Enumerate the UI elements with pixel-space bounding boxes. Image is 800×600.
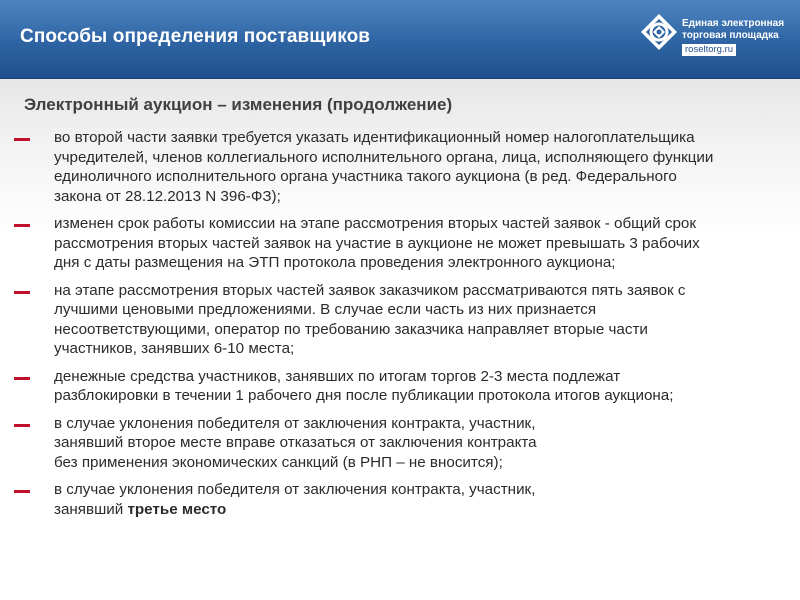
bullet-line: разблокировки в течении 1 рабочего дня после публикации протокола итогов аукциона; — [54, 387, 674, 404]
bullet-item — [14, 281, 794, 359]
bullet-item — [14, 480, 794, 519]
bullet-line: в случае уклонения победителя от заключения контракта, участник, — [54, 414, 536, 432]
bullet-line: учредителей, членов коллегиального исполнительного органа, лица, исполняющего функции — [54, 148, 714, 166]
bullet-line: несоответствующими, оператор по требованию заказчика направляет вторые части — [54, 320, 648, 338]
bullet-line — [54, 500, 794, 520]
bullet-item — [14, 214, 794, 273]
brand-url[interactable]: roseltorg.ru — [682, 44, 736, 56]
bullet-line: рассмотрения вторых частей заявок на участие в аукционе не может превышать 3 рабочих — [54, 234, 700, 252]
bullet-item — [14, 128, 794, 206]
brand-name-line1: Единая электронная — [682, 18, 785, 29]
bullet-line: на этапе рассмотрения вторых частей заявок заказчиком рассматриваются пять заявок с — [54, 281, 686, 299]
brand-name-line2: торговая площадка — [682, 30, 779, 41]
bullet-line: закона от 28.12.2013 N 396-ФЗ); — [54, 187, 281, 205]
bullet-dash-icon — [14, 224, 30, 227]
bullet-text-emphasis: третье место — [127, 500, 227, 518]
bullet-line: занявший второе месте вправе отказаться от заключения контракта — [54, 434, 537, 451]
bullet-line: денежные средства участников, занявших по итогам торгов 2-3 места подлежат — [54, 367, 621, 385]
bullet-list — [14, 128, 794, 527]
bullet-line: единоличного исполнительного органа участника такого аукциона (в ред. Федерального — [54, 168, 677, 185]
brand-block[interactable] — [640, 11, 790, 61]
bullet-line: в случае уклонения победителя от заключения контракта, участник, — [54, 481, 536, 498]
roseltorg-logo-icon — [640, 13, 678, 51]
bullet-line: дня с даты размещения на ЭТП протокола проведения электронного аукциона; — [54, 254, 616, 271]
bullet-item — [14, 414, 794, 473]
bullet-dash-icon — [14, 138, 30, 141]
bullet-dash-icon — [14, 424, 30, 427]
bullet-text-prefix: занявший — [54, 500, 128, 518]
bullet-line: лучшими ценовыми предложениями. В случае если часть из них признается — [54, 301, 597, 318]
bullet-line: изменен срок работы комиссии на этапе рассмотрения вторых частей заявок - общий срок — [54, 215, 696, 232]
bullet-item — [14, 367, 794, 406]
bullet-line: участников, занявших 6-10 места; — [54, 340, 295, 357]
page-title: Способы определения поставщиков — [20, 26, 371, 47]
section-subtitle: Электронный аукцион – изменения (продолжение) — [24, 95, 453, 114]
bullet-dash-icon — [14, 490, 30, 493]
bullet-dash-icon — [14, 291, 30, 294]
bullet-line: без применения экономических санкций (в РНП – не вносится); — [54, 453, 503, 471]
header-bar — [0, 0, 800, 79]
bullet-line: во второй части заявки требуется указать идентификационный номер налогоплательщика — [54, 129, 695, 146]
bullet-dash-icon — [14, 377, 30, 380]
